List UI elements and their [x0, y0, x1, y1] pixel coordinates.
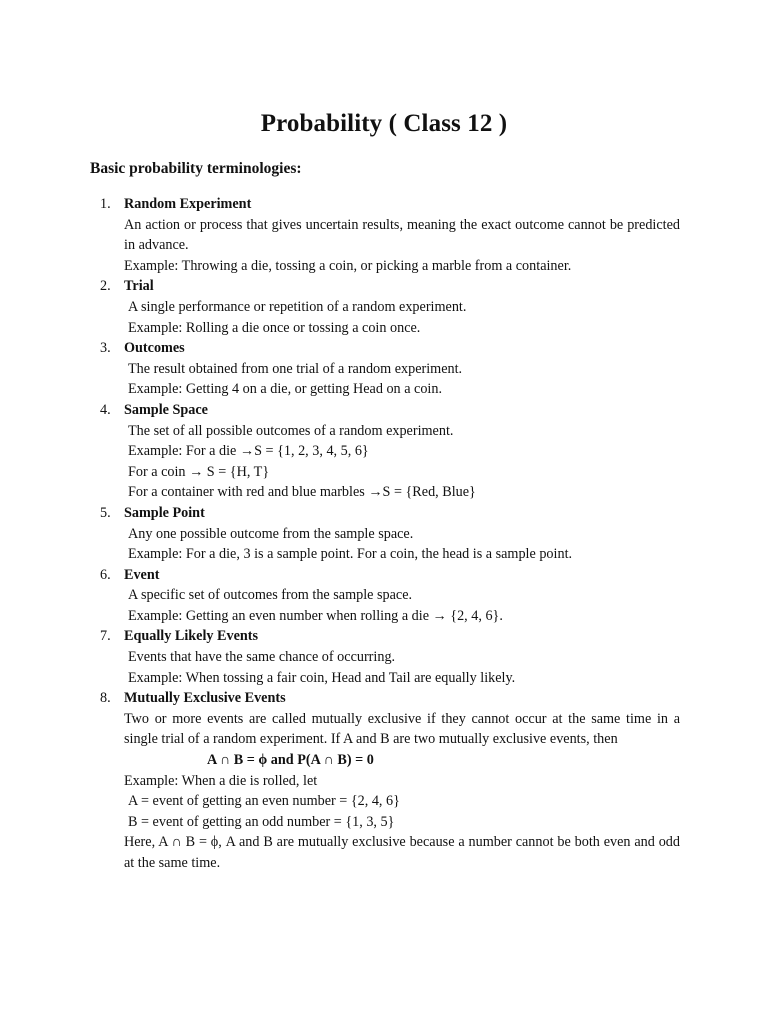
term-conclusion: Here, A ∩ B = ϕ, A and B are mutually exclusive because a number cannot be both even and odd at the same time. — [124, 834, 680, 871]
item-number: 8. — [100, 690, 111, 707]
term-example: Example: When a die is rolled, let — [124, 772, 318, 789]
item-number: 3. — [100, 340, 111, 357]
term-heading: Equally Likely Events — [124, 628, 259, 645]
term-example: Example: Throwing a die, tossing a coin, or picking a marble from a container. — [124, 257, 572, 274]
list-item-mutually-exclusive-events — [90, 688, 680, 873]
list-item-event — [90, 565, 680, 627]
term-example-line: For a container with red and blue marbles →S = {Red, Blue} — [128, 484, 476, 501]
list-item-sample-space — [90, 400, 680, 503]
term-example: Example: Getting 4 on a die, or getting Head on a coin. — [128, 381, 443, 398]
term-example: Example: When tossing a fair coin, Head and Tail are equally likely. — [128, 669, 516, 686]
term-description: A single performance or repetition of a random experiment. — [128, 298, 467, 315]
term-example: Example: For a die →S = {1, 2, 3, 4, 5, 6} — [128, 443, 369, 460]
term-heading: Random Experiment — [124, 196, 252, 212]
term-description: Any one possible outcome from the sample space. — [128, 525, 414, 542]
term-example: Example: Rolling a die once or tossing a coin once. — [128, 319, 421, 336]
term-example: Example: For a die, 3 is a sample point. For a coin, the head is a sample point. — [128, 546, 573, 563]
term-description: An action or process that gives uncertain results, meaning the exact outcome cannot be predicted in advance. — [124, 216, 680, 254]
terminology-list — [90, 194, 680, 874]
list-item-equally-likely-events — [90, 626, 680, 688]
term-example-line: For a coin → S = {H, T} — [128, 463, 270, 480]
term-heading: Outcomes — [124, 340, 185, 357]
term-heading: Mutually Exclusive Events — [124, 690, 286, 707]
item-number: 4. — [100, 401, 111, 418]
list-item-trial — [90, 276, 680, 338]
section-heading: Basic probability terminologies: — [90, 160, 302, 177]
term-heading: Event — [124, 566, 160, 583]
page-title: Probability ( Class 12 ) — [260, 110, 508, 137]
item-number: 5. — [100, 504, 111, 521]
term-description: Two or more events are called mutually exclusive if they cannot occur at the same time in a single trial of a random experiment. If A and B are two mutually exclusive events, then — [124, 710, 680, 748]
item-number: 6. — [100, 566, 111, 583]
term-example-line: A = event of getting an even number = {2, 4, 6} — [128, 793, 400, 810]
list-item-outcomes — [90, 338, 680, 400]
term-heading: Sample Space — [124, 401, 208, 418]
term-example-line: B = event of getting an odd number = {1, 3, 5} — [128, 813, 395, 830]
term-example: Example: Getting an even number when rolling a die → {2, 4, 6}. — [128, 607, 503, 624]
list-item-random-experiment — [90, 194, 680, 276]
term-description: The result obtained from one trial of a random experiment. — [128, 360, 463, 377]
term-description: The set of all possible outcomes of a random experiment. — [128, 422, 454, 439]
formula-line: A ∩ B = ϕ and P(A ∩ B) = 0 — [207, 752, 374, 769]
item-number: 1. — [100, 196, 111, 212]
term-description: Events that have the same chance of occurring. — [128, 649, 396, 666]
item-number: 7. — [100, 628, 111, 645]
term-description: A specific set of outcomes from the sample space. — [128, 587, 413, 604]
term-heading: Trial — [124, 278, 154, 295]
list-item-sample-point — [90, 503, 680, 565]
item-number: 2. — [100, 278, 111, 295]
term-heading: Sample Point — [124, 504, 205, 521]
